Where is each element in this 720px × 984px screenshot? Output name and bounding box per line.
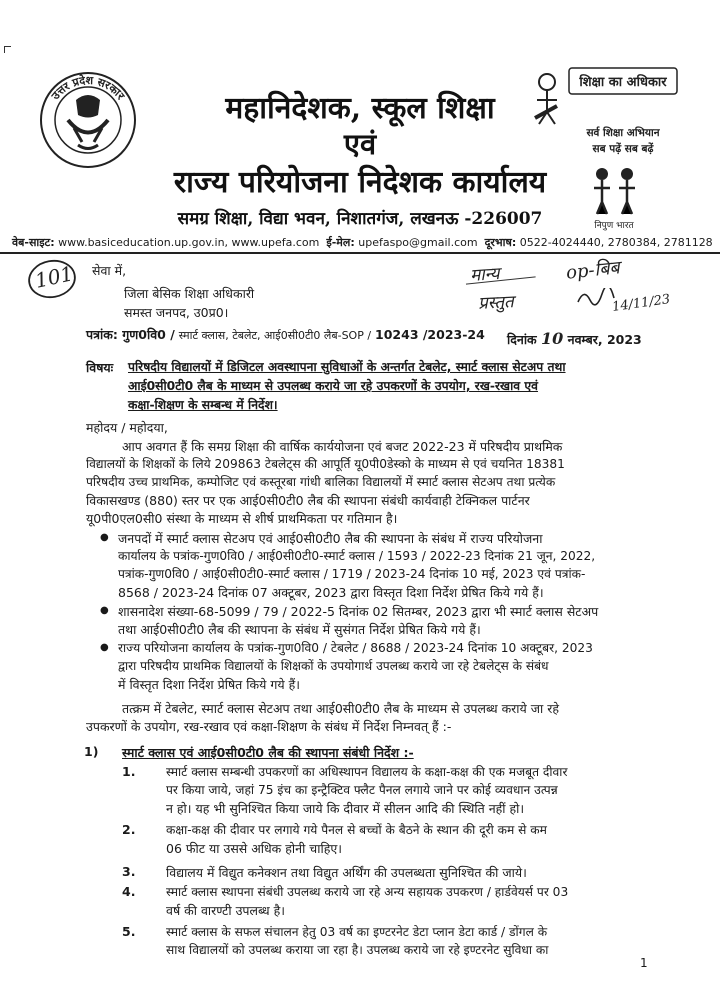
- para1-line-2: विद्यालयों के शिक्षकों के लिये 209863 टेबलेट्स की आपूर्ति यू0पी0डेस्को के माध्यम से एवं चयनित 18381: [86, 457, 565, 471]
- item-number: 1.: [122, 764, 136, 779]
- item3-line-1: विद्यालय में विद्युत कनेक्शन तथा विद्युत अर्थिंग की उपलब्धता सुनिश्चित की जाये।: [166, 865, 527, 880]
- section-title: स्मार्ट क्लास एवं आई0सी0टी0 लैब की स्थापना संबंधी निर्देश :-: [122, 745, 414, 760]
- handwritten-number: 101: [32, 261, 76, 293]
- bullet-dot: ●: [100, 605, 109, 616]
- scan-corner-mark: [4, 46, 11, 53]
- rte-slogan-1: सर्व शिक्षा अभियान: [586, 127, 660, 139]
- reference-line: [86, 326, 485, 344]
- office-title-line-2: एवं: [343, 127, 377, 161]
- item-number: 4.: [122, 884, 136, 899]
- bullet3-line-1: राज्य परियोजना कार्यालय के पत्रांक-गुण0वि0 / टेबलेट / 8688 / 2023-24 दिनांक 10 अक्टूबर, 2023: [118, 641, 593, 655]
- ref-number: 10243 /2023-24: [375, 327, 485, 342]
- handwritten-note-b: प्रस्तुत: [477, 292, 515, 314]
- item1-line-2: पर किया जाये, जहां 75 इंच का इन्ट्रैक्टिव फ्लैट पैनल लगाये जाने पर कोई व्यवधान उत्पन्न: [166, 783, 558, 797]
- date-rest: नवम्बर, 2023: [567, 332, 642, 347]
- web-value: www.basiceducation.up.gov.in, www.upefa.com: [58, 236, 320, 249]
- item1-line-3: न हो। यह भी सुनिश्चित किया जाये कि दीवार में सीलन आदि की स्थिति नहीं हो।: [166, 801, 525, 816]
- item4-line-2: वर्ष की वारण्टी उपलब्ध है।: [166, 903, 285, 918]
- item-number: 3.: [122, 864, 136, 879]
- handwritten-circle: [26, 258, 78, 300]
- office-title-line-3: राज्य परियोजना निदेशक कार्यालय: [173, 165, 547, 200]
- header-divider: [0, 252, 720, 254]
- phone-label: दूरभाष:: [484, 236, 517, 249]
- email-value: upefaspo@gmail.com: [358, 236, 478, 249]
- item2-line-1: कक्षा-कक्ष की दीवार पर लगाये गये पैनल से बच्चों के बैठने के स्थान की दूरी कम से कम: [166, 823, 547, 837]
- office-address: समग्र शिक्षा, विद्या भवन, निशातगंज, लखनऊ -226007: [177, 209, 543, 229]
- item-number: 5.: [122, 924, 136, 939]
- contact-line: [12, 235, 712, 250]
- section-number: 1): [84, 744, 99, 759]
- para1-line-5: यू0पी0एल0सी0 संस्था के माध्यम से शीर्ष प्राथमिकता पर गतिमान है।: [86, 511, 398, 526]
- nipun-bharat-label: निपुण भारत: [594, 221, 634, 231]
- handwritten-note-c: op-बिब: [565, 257, 621, 284]
- bullet3-line-3: में विस्तृत दिशा निर्देश प्रेषित किये गये हैं।: [118, 677, 300, 692]
- bullet-dot: ●: [100, 532, 109, 543]
- bullet-dot: ●: [100, 642, 109, 653]
- item4-line-1: स्मार्ट क्लास स्थापना संबंधी उपलब्ध कराये जा रहे अन्य सहायक उपकरण / हार्डवेयर्स पर 03: [166, 885, 569, 899]
- para1-line-1: आप अवगत हैं कि समग्र शिक्षा की वार्षिक कार्ययोजना एवं बजट 2022-23 में परिषदीय प्राथमिक: [122, 439, 563, 454]
- bullet3-line-2: द्वारा परिषदीय प्राथमिक विद्यालयों के शिक्षकों के उपयोगार्थ उपलब्ध कराये जा रहे टेबलेट्स के संबंध: [118, 659, 549, 673]
- item1-line-1: स्मार्ट क्लास सम्बन्धी उपकरणों का अधिस्थापन विद्यालय के कक्षा-कक्ष की एक मजबूत दीवार: [166, 765, 568, 779]
- to-line-1: जिला बेसिक शिक्षा अधिकारी: [124, 286, 255, 301]
- para1-line-4: विकासखण्ड (880) स्तर पर एक आई0सी0टी0 लैब की स्थापना संबंधी कार्यवाही टेक्निकल पार्टनर: [86, 493, 530, 508]
- emblem-arc-text: उत्तर प्रदेश सरकार: [48, 73, 128, 103]
- web-label: वेब-साइट:: [12, 236, 55, 249]
- email-label: ई-मेल:: [326, 236, 355, 249]
- ref-label: पत्रांक: गुण0वि0 /: [86, 327, 175, 342]
- item2-line-2: 06 फीट या उससे अधिक होनी चाहिए।: [166, 841, 342, 856]
- bullet2-line-1: शासनादेश संख्या-68-5099 / 79 / 2022-5 दिनांक 02 सितम्बर, 2023 द्वारा भी स्मार्ट क्लास सेटअप: [118, 604, 599, 619]
- bullet1-line-3: पत्रांक-गुण0वि0 / आई0सी0टी0-स्मार्ट क्लास / 1719 / 2023-24 दिनांक 10 मई, 2023 एवं पत्रांक-: [118, 567, 586, 581]
- handwritten-note-a: मान्य: [469, 263, 501, 286]
- ref-small: स्मार्ट क्लास, टेबलेट, आई0सी0टी0 लैब-SOP /: [178, 329, 372, 342]
- date-line: [507, 330, 642, 348]
- item-number: 2.: [122, 822, 136, 837]
- subject-line-3: कक्षा-शिक्षण के सम्बन्ध में निर्देश।: [128, 398, 278, 412]
- rte-slogan-2: सब पढ़ें सब बढ़ें: [592, 143, 654, 155]
- phone-value: 0522-4024440, 2780384, 2781128: [519, 236, 713, 249]
- item5-line-2: साथ विद्यालयों को उपलब्ध कराया जा रहा है। उपलब्ध कराये जा रहे इण्टरनेट सुविधा का: [166, 943, 549, 957]
- bullet1-line-2: कार्यालय के पत्रांक-गुण0वि0 / आई0सी0टी0-स्मार्ट क्लास / 1593 / 2022-23 दिनांक 21 जून, 2022,: [118, 549, 596, 563]
- office-title-line-1: महानिदेशक, स्कूल शिक्षा: [225, 91, 495, 126]
- handwritten-signature: [576, 288, 616, 306]
- handwritten-date: 14/11/23: [611, 292, 672, 315]
- date-day: 10: [541, 329, 564, 348]
- bullet1-line-1: जनपदों में स्मार्ट क्लास सेटअप एवं आई0सी0टी0 लैब की स्थापना के संबंध में राज्य परियोजना: [118, 531, 543, 546]
- bullet2-line-2: तथा आई0सी0टी0 लैब की स्थापना के संबंध में सुसंगत निर्देश प्रेषित किये गये हैं।: [118, 622, 481, 637]
- to-line-2: समस्त जनपद, उ0प्र0।: [124, 305, 229, 320]
- page-number: 1: [640, 956, 648, 970]
- subject-line-1: परिषदीय विद्यालयों में डिजिटल अवस्थापना सुविधाओं के अन्तर्गत टेबलेट, स्मार्ट क्लास सेटअप तथा: [128, 360, 566, 374]
- rte-title: शिक्षा का अधिकार: [579, 75, 667, 90]
- date-label: दिनांक: [507, 332, 537, 347]
- subject-line-2: आई0सी0टी0 लैब के माध्यम से उपलब्ध कराये जा रहे उपकरणों के उपयोग, रख-रखाव एवं: [128, 379, 539, 393]
- to-label: सेवा में,: [92, 263, 127, 278]
- para1-line-3: परिषदीय उच्च प्राथमिक, कम्पोजिट एवं कस्तूरबा गांधी बालिका विद्यालयों में स्मार्ट क्लास सेटअप तथा प्रत्येक: [86, 475, 556, 489]
- bullet1-line-4: 8568 / 2023-24 दिनांक 07 अक्टूबर, 2023 द्वारा विस्तृत दिशा निर्देश प्रेषित किये गये हैं।: [118, 585, 544, 600]
- para2-line-2: उपकरणों के उपयोग, रख-रखाव एवं कक्षा-शिक्षण के संबंध में निर्देश निम्नवत् हैं :-: [86, 719, 452, 734]
- salutation: महोदय / महोदया,: [86, 420, 168, 435]
- subject-label: विषयः: [86, 360, 114, 375]
- item5-line-1: स्मार्ट क्लास के सफल संचालन हेतु 03 वर्ष का इण्टरनेट डेटा प्लान डेटा कार्ड / डोंगल के: [166, 925, 548, 939]
- para2-line-1: तत्क्रम में टेबलेट, स्मार्ट क्लास सेटअप तथा आई0सी0टी0 लैब के माध्यम से उपलब्ध कराये जा रहे: [122, 701, 559, 716]
